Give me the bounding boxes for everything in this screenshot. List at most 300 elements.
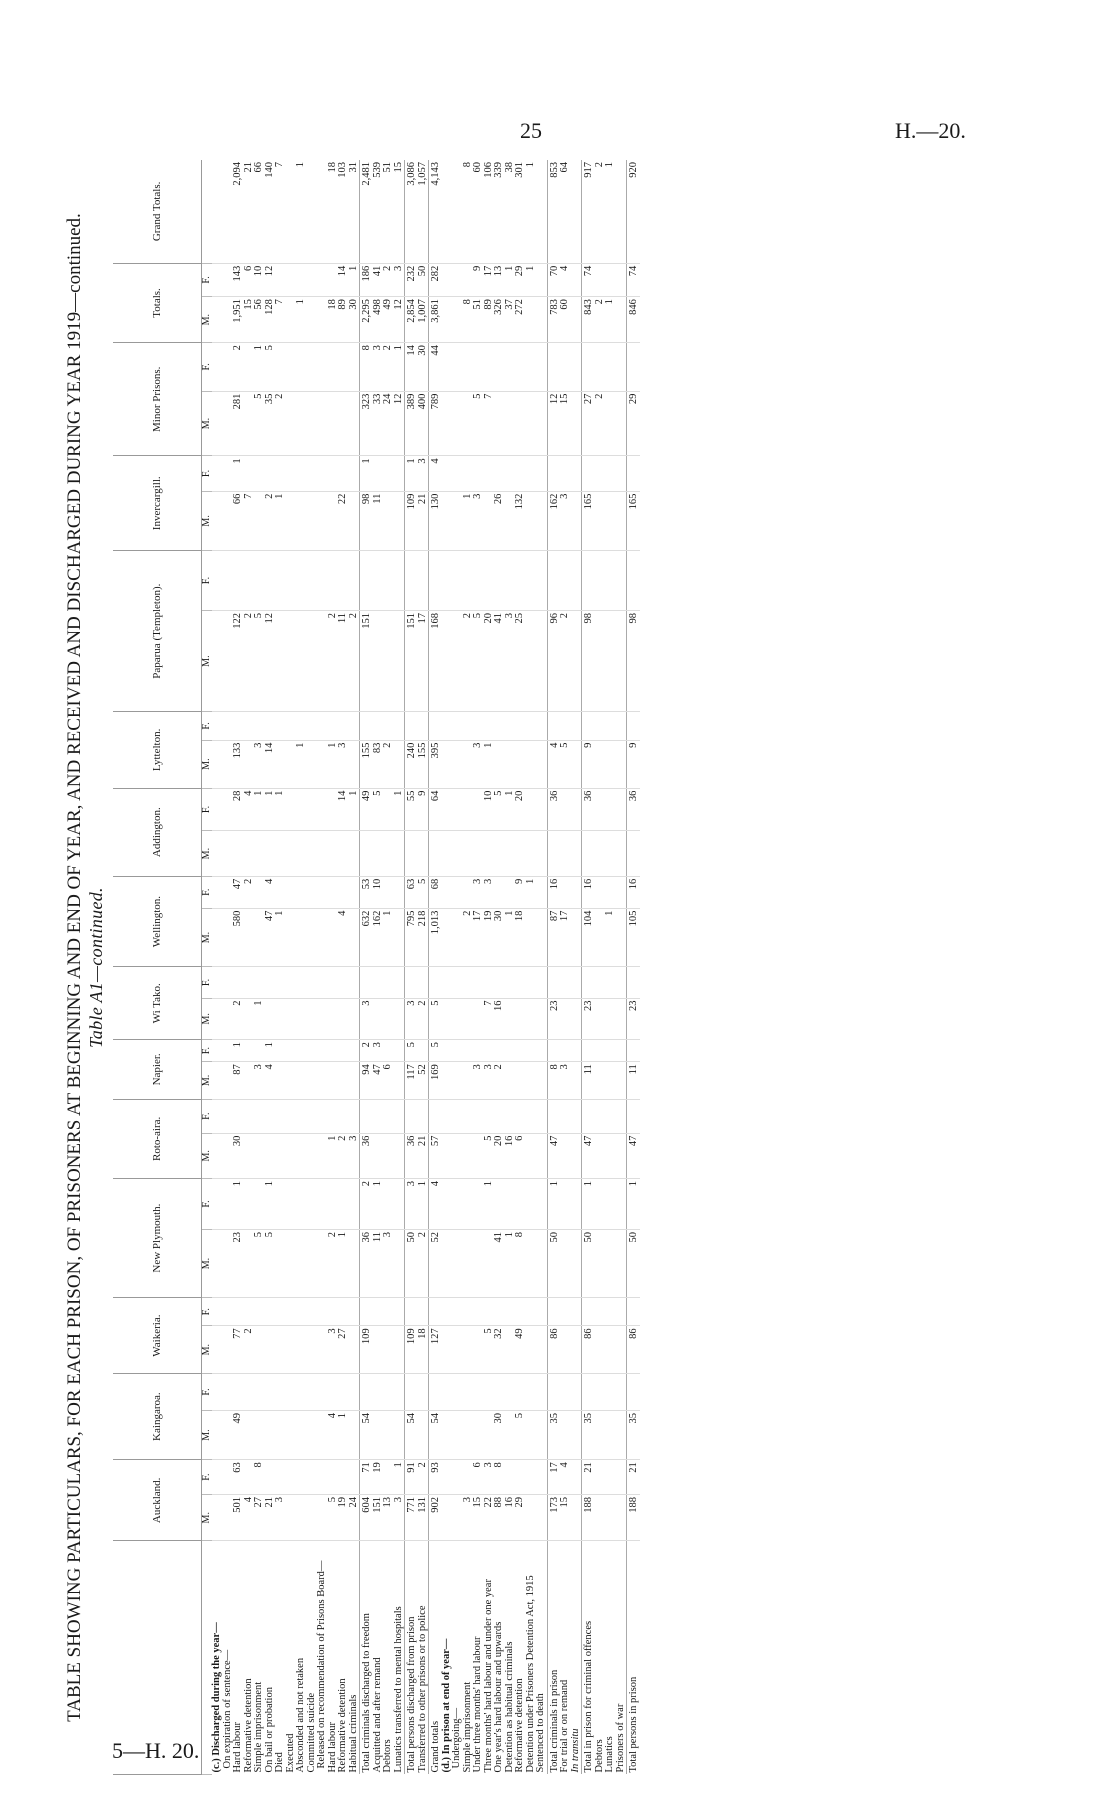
table-cell: [296, 1326, 307, 1374]
table-cell: 8: [547, 1062, 560, 1099]
table-cell: [571, 391, 582, 456]
table-cell: [547, 1099, 560, 1133]
table-cell: 1: [505, 1229, 516, 1297]
table-cell: [536, 1460, 547, 1495]
table-cell: [605, 1099, 616, 1133]
table-cell: 5: [484, 1326, 495, 1374]
table-cell: [627, 343, 640, 391]
table-cell: 7: [275, 297, 286, 343]
table-cell: [536, 551, 547, 611]
table-cell: [317, 1410, 328, 1459]
table-cell: [536, 297, 547, 343]
female-header: F.: [202, 788, 213, 831]
table-cell: [307, 1410, 318, 1459]
table-cell: [254, 1099, 265, 1133]
table-cell: 86: [547, 1326, 560, 1374]
table-cell: 1: [296, 160, 307, 263]
table-cell: [349, 1298, 360, 1326]
table-cell: [560, 998, 571, 1040]
table-cell: [452, 998, 463, 1040]
table-cell: [275, 610, 286, 711]
table-cell: [505, 740, 516, 788]
table-cell: [418, 1374, 429, 1411]
table-cell: [254, 1374, 265, 1411]
table-cell: [505, 998, 516, 1040]
table-cell: [275, 551, 286, 611]
table-cell: [286, 263, 297, 296]
table-cell: [307, 297, 318, 343]
table-cell: 23: [233, 1229, 244, 1297]
table-cell: [317, 1179, 328, 1230]
table-cell: [571, 876, 582, 908]
table-cell: 4: [244, 788, 255, 831]
table-cell: 98: [360, 491, 373, 551]
table-cell: [442, 967, 453, 998]
table-cell: 3: [484, 876, 495, 908]
table-cell: [418, 551, 429, 611]
table-cell: [286, 1495, 297, 1542]
table-cell: 18: [418, 1326, 429, 1374]
table-cell: [418, 712, 429, 740]
table-cell: [526, 456, 537, 491]
table-cell: [307, 712, 318, 740]
table-cell: 103: [338, 160, 349, 263]
table-cell: [595, 788, 606, 831]
table-cell: [595, 343, 606, 391]
table-cell: 50: [547, 1229, 560, 1297]
table-cell: 281: [233, 391, 244, 456]
table-cell: [442, 297, 453, 343]
table-cell: [463, 1133, 474, 1178]
table-cell: [526, 343, 537, 391]
table-cell: [349, 1460, 360, 1495]
table-cell: 16: [627, 876, 640, 908]
table-cell: [212, 967, 223, 998]
table-cell: [317, 788, 328, 831]
table-cell: [317, 998, 328, 1040]
table-cell: [494, 712, 505, 740]
table-cell: [317, 263, 328, 296]
table-cell: [463, 343, 474, 391]
table-cell: 86: [627, 1326, 640, 1374]
table-cell: 15: [560, 391, 571, 456]
table-cell: [536, 908, 547, 967]
table-cell: 301: [515, 160, 526, 263]
table-cell: [373, 831, 384, 876]
table-cell: [212, 610, 223, 711]
table-cell: [212, 908, 223, 967]
table-cell: [536, 491, 547, 551]
table-cell: [605, 1133, 616, 1178]
table-cell: 2: [328, 610, 339, 711]
table-cell: [296, 1460, 307, 1495]
table-cell: [571, 998, 582, 1040]
table-cell: [349, 343, 360, 391]
row-label: Total persons in prison: [627, 1541, 640, 1775]
table-cell: [286, 876, 297, 908]
table-cell: 232: [405, 263, 418, 296]
table-cell: 2: [383, 263, 394, 296]
table-cell: [307, 998, 318, 1040]
table-cell: 3: [484, 1062, 495, 1099]
table-cell: 2: [463, 610, 474, 711]
table-cell: [536, 1133, 547, 1178]
table-cell: [383, 967, 394, 998]
table-cell: [233, 1374, 244, 1411]
table-cell: [223, 967, 234, 998]
table-cell: 53: [360, 876, 373, 908]
table-cell: 74: [582, 263, 595, 296]
table-cell: [349, 908, 360, 967]
table-cell: [571, 1326, 582, 1374]
table-cell: [494, 1099, 505, 1133]
table-cell: [547, 831, 560, 876]
table-cell: [605, 1374, 616, 1411]
table-cell: [442, 491, 453, 551]
table-cell: [286, 1298, 297, 1326]
table-cell: [526, 1298, 537, 1326]
table-cell: [547, 712, 560, 740]
footer-signature: 5—H. 20.: [112, 1738, 200, 1763]
table-cell: [616, 1374, 627, 1411]
table-cell: [383, 1460, 394, 1495]
table-cell: [515, 1374, 526, 1411]
table-cell: [582, 1298, 595, 1326]
table-cell: 1: [254, 343, 265, 391]
table-cell: [317, 831, 328, 876]
table-cell: [560, 831, 571, 876]
table-cell: [616, 788, 627, 831]
table-cell: 604: [360, 1495, 373, 1542]
table-cell: [526, 831, 537, 876]
table-cell: 1: [394, 1460, 405, 1495]
table-cell: 1: [338, 1229, 349, 1297]
table-cell: 29: [515, 1495, 526, 1542]
table-row: [605, 160, 616, 1775]
table-cell: [307, 1099, 318, 1133]
table-cell: [547, 1298, 560, 1326]
table-cell: [212, 343, 223, 391]
table-cell: 917: [582, 160, 595, 263]
row-label: Released on recommendation of Prisons Board—: [316, 1560, 327, 1769]
table-cell: [536, 967, 547, 998]
table-cell: 18: [515, 908, 526, 967]
table-cell: 4: [429, 1179, 442, 1230]
table-cell: [349, 551, 360, 611]
table-cell: [275, 740, 286, 788]
table-cell: [328, 1460, 339, 1495]
table-cell: [212, 160, 223, 263]
row-label: Total criminals discharged to freedom: [360, 1541, 373, 1775]
table-cell: 30: [349, 297, 360, 343]
table-cell: [616, 1229, 627, 1297]
table-cell: 1: [526, 160, 537, 263]
table-cell: [526, 1460, 537, 1495]
table-cell: 56: [254, 297, 265, 343]
table-cell: [338, 876, 349, 908]
table-cell: [286, 1374, 297, 1411]
table-cell: [515, 740, 526, 788]
table-cell: [212, 712, 223, 740]
table-cell: [405, 712, 418, 740]
table-cell: 2: [265, 491, 276, 551]
table-cell: 21: [265, 1495, 276, 1542]
table-cell: 539: [373, 160, 384, 263]
table-cell: [547, 456, 560, 491]
table-cell: [286, 551, 297, 611]
table-cell: [452, 551, 463, 611]
table-cell: 35: [627, 1410, 640, 1459]
table-cell: [223, 1298, 234, 1326]
table-cell: [442, 1326, 453, 1374]
table-cell: [394, 1179, 405, 1230]
table-cell: [394, 1099, 405, 1133]
table-cell: 1: [349, 788, 360, 831]
table-cell: [505, 391, 516, 456]
table-cell: [494, 1374, 505, 1411]
table-cell: [515, 1179, 526, 1230]
table-cell: [360, 1099, 373, 1133]
table-cell: [328, 456, 339, 491]
table-cell: 3,861: [429, 297, 442, 343]
table-cell: 5: [560, 740, 571, 788]
female-header: F.: [202, 967, 213, 998]
table-cell: [595, 831, 606, 876]
table-cell: [349, 1062, 360, 1099]
table-cell: 32: [494, 1326, 505, 1374]
table-cell: [338, 391, 349, 456]
table-cell: [223, 551, 234, 611]
table-cell: 5: [494, 788, 505, 831]
table-cell: 16: [547, 876, 560, 908]
table-cell: 87: [233, 1062, 244, 1099]
table-cell: 21: [244, 160, 255, 263]
table-cell: 1: [275, 788, 286, 831]
table-cell: [505, 1460, 516, 1495]
table-cell: [317, 967, 328, 998]
table-cell: [526, 1374, 537, 1411]
table-cell: [349, 1326, 360, 1374]
table-cell: 169: [429, 1062, 442, 1099]
table-cell: [526, 740, 537, 788]
row-label: Total in prison for criminal offences: [582, 1541, 595, 1775]
table-cell: [338, 1374, 349, 1411]
table-cell: [547, 1040, 560, 1062]
table-cell: 4,143: [429, 160, 442, 263]
table-cell: [349, 998, 360, 1040]
table-cell: 8: [463, 297, 474, 343]
table-cell: [223, 831, 234, 876]
row-label: (c.) Discharged during the year—: [211, 1622, 222, 1773]
table-cell: 11: [627, 1062, 640, 1099]
table-cell: 1,057: [418, 160, 429, 263]
table-cell: [595, 1179, 606, 1230]
female-header: F.: [202, 343, 213, 391]
table-cell: 47: [233, 876, 244, 908]
table-cell: [627, 551, 640, 611]
table-cell: [296, 391, 307, 456]
table-cell: [275, 1374, 286, 1411]
table-cell: 2: [418, 1229, 429, 1297]
table-cell: [317, 391, 328, 456]
table-cell: [560, 1040, 571, 1062]
table-cell: 3: [373, 343, 384, 391]
table-cell: [244, 456, 255, 491]
table-cell: [394, 712, 405, 740]
table-cell: [515, 967, 526, 998]
table-cell: [560, 712, 571, 740]
table-cell: [244, 1133, 255, 1178]
table-cell: 98: [582, 610, 595, 711]
table-cell: 3: [505, 610, 516, 711]
table-cell: [536, 1298, 547, 1326]
table-cell: 50: [627, 1229, 640, 1297]
table-cell: [484, 1374, 495, 1411]
table-cell: 2: [595, 297, 606, 343]
female-header: F.: [202, 1460, 213, 1495]
table-cell: [515, 831, 526, 876]
table-cell: [536, 1062, 547, 1099]
table-cell: 17: [560, 908, 571, 967]
table-cell: [296, 788, 307, 831]
table-cell: 10: [254, 263, 265, 296]
table-cell: [338, 998, 349, 1040]
table-cell: 188: [582, 1495, 595, 1542]
prison-header: Roto-aira.: [113, 1099, 202, 1178]
row-label: Reformative detention: [242, 1678, 254, 1773]
table-cell: 3: [275, 1495, 286, 1542]
table-cell: [571, 1040, 582, 1062]
table-cell: [595, 1229, 606, 1297]
table-cell: 105: [627, 908, 640, 967]
table-cell: [286, 1099, 297, 1133]
table-cell: [233, 1298, 244, 1326]
table-cell: [373, 1374, 384, 1411]
table-cell: [605, 491, 616, 551]
table-row: [463, 160, 474, 1775]
table-cell: [317, 1133, 328, 1178]
table-cell: [605, 1298, 616, 1326]
table-cell: 1: [383, 908, 394, 967]
table-cell: 4: [244, 1495, 255, 1542]
table-cell: 25: [515, 610, 526, 711]
table-cell: 83: [373, 740, 384, 788]
row-label: Lunatics: [604, 1736, 615, 1773]
table-cell: [463, 1229, 474, 1297]
table-cell: [442, 1062, 453, 1099]
table-cell: [254, 712, 265, 740]
table-cell: [484, 1040, 495, 1062]
table-cell: 3: [473, 876, 484, 908]
table-cell: [571, 1410, 582, 1459]
table-cell: [286, 491, 297, 551]
table-cell: [616, 1040, 627, 1062]
table-cell: [317, 1040, 328, 1062]
table-cell: 2: [328, 1229, 339, 1297]
table-cell: 36: [547, 788, 560, 831]
table-cell: [473, 967, 484, 998]
row-label: Habitual criminals: [347, 1694, 359, 1773]
table-row: [307, 160, 318, 1775]
table-cell: 5: [418, 876, 429, 908]
table-cell: 36: [582, 788, 595, 831]
table-cell: [307, 343, 318, 391]
table-row: [275, 160, 286, 1775]
table-cell: [405, 1298, 418, 1326]
table-cell: [484, 1099, 495, 1133]
table-cell: [560, 876, 571, 908]
table-cell: [536, 1495, 547, 1542]
table-cell: [265, 1326, 276, 1374]
table-cell: [627, 967, 640, 998]
table-cell: [212, 1495, 223, 1542]
row-label: Prisoners of war: [614, 1703, 626, 1773]
table-cell: [595, 456, 606, 491]
table-cell: [463, 1099, 474, 1133]
table-cell: 1: [265, 1040, 276, 1062]
table-cell: [571, 1298, 582, 1326]
table-cell: [473, 343, 484, 391]
table-cell: [616, 908, 627, 967]
table-cell: 2: [349, 610, 360, 711]
table-cell: [473, 1133, 484, 1178]
table-cell: [233, 712, 244, 740]
table-cell: [515, 456, 526, 491]
table-cell: [605, 967, 616, 998]
table-cell: [442, 1179, 453, 1230]
table-cell: 2: [244, 1326, 255, 1374]
table-cell: [212, 876, 223, 908]
table-cell: [571, 1460, 582, 1495]
female-header: F.: [202, 1298, 213, 1326]
table-cell: [307, 1040, 318, 1062]
table-cell: [505, 712, 516, 740]
table-cell: [338, 1099, 349, 1133]
table-cell: [317, 1062, 328, 1099]
table-cell: [383, 1099, 394, 1133]
table-cell: 1: [254, 998, 265, 1040]
table-cell: 11: [338, 610, 349, 711]
row-label: Total criminals in prison: [547, 1541, 560, 1775]
table-cell: [452, 788, 463, 831]
table-cell: [275, 712, 286, 740]
table-cell: [328, 876, 339, 908]
table-cell: 920: [627, 160, 640, 263]
table-cell: [328, 551, 339, 611]
table-cell: [582, 831, 595, 876]
table-cell: [627, 712, 640, 740]
table-cell: 71: [360, 1460, 373, 1495]
table-cell: 846: [627, 297, 640, 343]
table-cell: 49: [515, 1326, 526, 1374]
page-number: 25: [520, 118, 542, 143]
table-cell: 1: [394, 788, 405, 831]
table-cell: [212, 491, 223, 551]
table-cell: 36: [360, 1133, 373, 1178]
table-cell: [307, 740, 318, 788]
male-header: M.: [202, 1062, 213, 1099]
table-cell: [394, 1229, 405, 1297]
table-cell: 16: [494, 998, 505, 1040]
table-cell: [254, 1179, 265, 1230]
table-cell: [265, 551, 276, 611]
table-cell: 20: [484, 610, 495, 711]
table-cell: [296, 1040, 307, 1062]
table-cell: 3: [338, 740, 349, 788]
table-cell: 1: [526, 263, 537, 296]
table-cell: 66: [233, 491, 244, 551]
table-cell: [515, 1460, 526, 1495]
